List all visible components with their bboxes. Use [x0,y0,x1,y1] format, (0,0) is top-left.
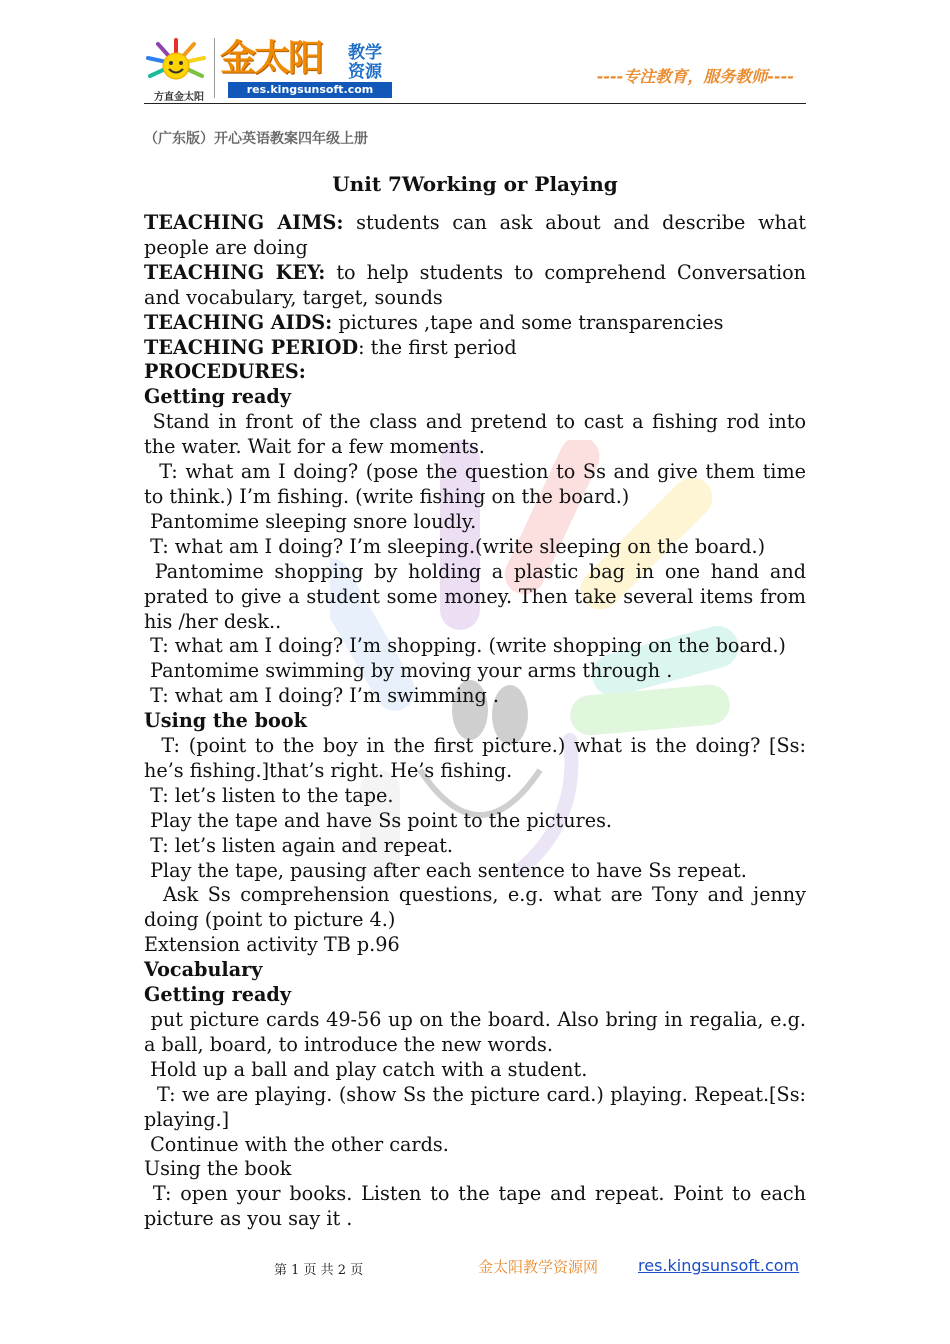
paragraph-heading: TEACHING AIDS: [144,310,333,334]
page-number: 第 1 页 共 2 页 [274,1263,364,1278]
paragraph-text: to help students to comprehend Conversation and vocabulary, target, sounds [144,260,813,309]
paragraph-heading: Getting ready [144,385,291,409]
document-body [144,211,813,1232]
header-slogan: ----专注教育，服务教师---- [596,67,794,86]
paragraph-text: T: what am I doing? (pose the question to Ss and give them time to think.) I’m fishing. (write fishing on the board.) [144,460,813,508]
body-paragraph [144,709,806,734]
body-paragraph [144,410,813,460]
logo-divider [214,38,215,98]
paragraph-text: Pantomime shopping by holding a plastic bag in one hand and prated to give a student some money. Then take several items from his /her desk.. [144,559,813,633]
paragraph-heading: TEACHING PERIOD [144,335,359,359]
body-paragraph [144,460,813,510]
header-divider [144,103,806,104]
body-paragraph [144,260,813,311]
paragraph-text: T: what am I doing? I’m shopping. (write shopping on the board.) [144,634,786,658]
paragraph-text: T: what am I doing? I’m swimming . [144,684,499,708]
paragraph-heading: PROCEDURES: [144,360,306,384]
paragraph-text: Extension activity TB p.96 [144,933,400,957]
body-paragraph [144,559,813,635]
sun-logo-caption: 方直金太阳 [154,92,204,103]
brand-logo-subtext: 教学资源 [348,43,382,82]
body-paragraph [144,883,813,933]
paragraph-heading: Using the book [144,709,307,733]
paragraph-heading: TEACHING KEY: [144,260,326,284]
paragraph-text: Play the tape, pausing after each sentence to have Ss repeat. [144,858,747,882]
paragraph-text: T: open your books. Listen to the tape and repeat. Point to each picture as you say it . [144,1182,813,1231]
paragraph-text: Ask Ss comprehension questions, e.g. what are Tony and jenny doing (point to picture 4.) [144,883,813,932]
paragraph-text: T: what am I doing? I’m sleeping.(write sleeping on the board.) [144,534,766,558]
paragraph-text: Stand in front of the class and pretend to cast a fishing rod into the water. Wait for a few moments. [144,410,813,459]
paragraph-text: T: we are playing. (show Ss the picture card.) playing. Repeat.[Ss: playing.] [144,1082,813,1131]
body-paragraph [144,859,806,884]
brand-logo-text: 金太阳 [220,38,323,79]
paragraph-text: Continue with the other cards. [144,1132,449,1156]
body-paragraph [144,1157,806,1182]
paragraph-text: pictures ,tape and some transparencies [332,310,724,334]
body-paragraph [144,535,806,560]
body-paragraph [144,684,806,709]
body-paragraph [144,311,806,336]
paragraph-text: Pantomime swimming by moving your arms through . [144,659,673,683]
brand-url-badge: res.kingsunsoft.com [228,82,392,98]
paragraph-text: Using the book [144,1157,292,1181]
body-paragraph [144,385,806,410]
body-paragraph [144,1058,806,1083]
paragraph-text: Pantomime sleeping snore loudly. [144,509,477,533]
body-paragraph [144,360,806,385]
body-paragraph [144,834,806,859]
body-paragraph [144,958,806,983]
paragraph-text: : the first period [358,335,517,359]
page-title: Unit 7Working or Playing [332,172,618,196]
footer-url-link[interactable]: res.kingsunsoft.com [638,1256,800,1275]
page-header [144,32,806,104]
body-paragraph [144,634,806,659]
paragraph-text: Play the tape and have Ss point to the pictures. [144,808,613,832]
paragraph-text: put picture cards 49-56 up on the board. Also bring in regalia, e.g. a ball, board, to introduce the new words. [144,1008,813,1056]
paragraph-heading: Getting ready [144,983,291,1007]
body-paragraph [144,336,806,361]
paragraph-text: Hold up a ball and play catch with a student. [144,1057,588,1081]
body-paragraph [144,1133,806,1158]
paragraph-text: T: let’s listen again and repeat. [144,833,454,857]
body-paragraph [144,983,806,1008]
body-paragraph [144,933,806,958]
paragraph-heading: Vocabulary [144,958,263,982]
body-paragraph [144,211,813,261]
footer-brand: 金太阳教学资源网 [478,1258,599,1276]
body-paragraph [144,510,806,535]
paragraph-text: students can ask about and describe what people are doing [144,211,813,259]
body-paragraph [144,1082,813,1133]
paragraph-text: T: (point to the boy in the first picture.) what is the doing? [Ss: he’s fishing.]that’s right. He’s fishing. [144,734,813,782]
body-paragraph [144,1182,813,1232]
body-paragraph [144,659,806,684]
paragraph-text: T: let’s listen to the tape. [144,783,394,807]
body-paragraph [144,1008,813,1058]
paragraph-heading: TEACHING AIMS: [144,211,344,234]
document-subtitle: （广东版）开心英语教案四年级上册 [144,131,368,147]
body-paragraph [144,809,806,834]
body-paragraph [144,784,806,809]
body-paragraph [144,734,813,784]
